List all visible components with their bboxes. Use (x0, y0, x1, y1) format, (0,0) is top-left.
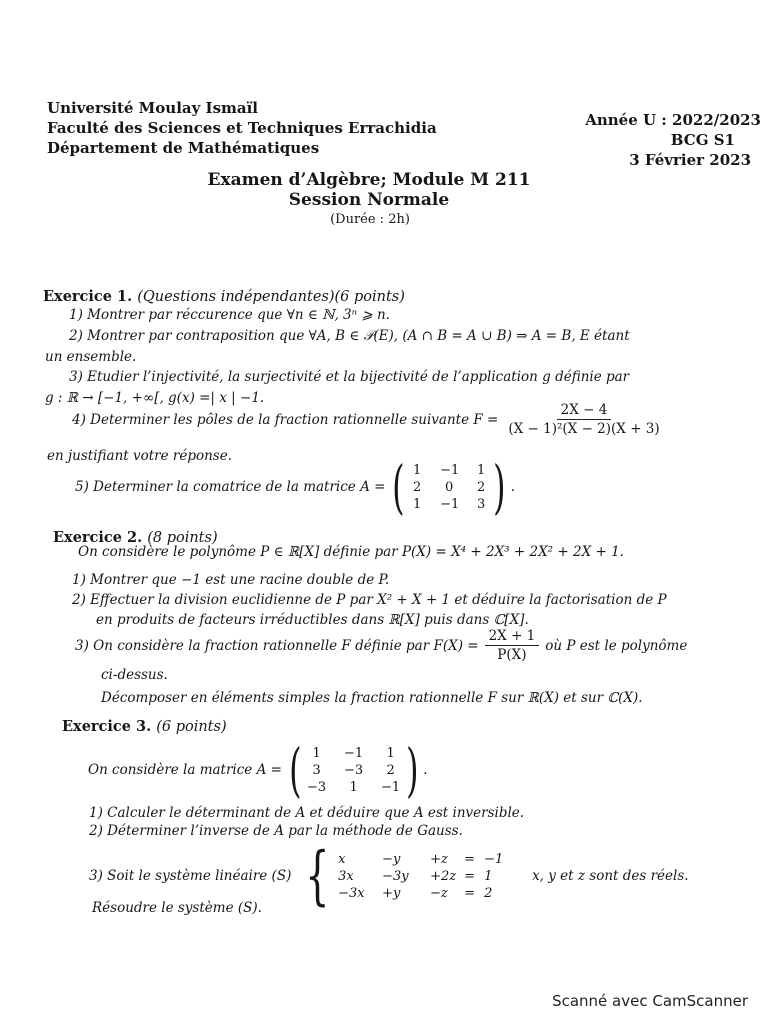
matrix-cell: −1 (440, 462, 460, 478)
exam-duration: (Durée : 2h) (330, 212, 410, 227)
ex1-rational-fraction (504, 402, 663, 437)
system-term: = (464, 851, 475, 867)
exam-title: Examen d’Algèbre; Module M 211 (207, 170, 531, 190)
system-term: = (464, 885, 475, 901)
system-term: −1 (484, 851, 504, 867)
ex3-question-4: Résoudre le système (S). (92, 900, 262, 916)
exam-date: 3 Février 2023 (629, 151, 751, 169)
ex1-question-4-cont: en justifiant votre réponse. (47, 448, 233, 464)
ex2-question-2-cont: en produits de facteurs irréductibles dans ℝ[X] puis dans ℂ[X]. (96, 612, 529, 628)
session-title: Session Normale (288, 190, 450, 210)
matrix-cell: 2 (476, 479, 486, 495)
ex2-question-3 (75, 628, 687, 663)
matrix-cell: 2 (386, 762, 395, 778)
university-name: Université Moulay Ismaïl (47, 99, 259, 117)
matrix-cell: 0 (444, 479, 454, 495)
ex2-fraction-numerator: 2X + 1 (485, 628, 540, 646)
matrix-cell: 1 (349, 779, 358, 795)
system-term: +y (382, 885, 401, 901)
class-level: BCG S1 (670, 131, 735, 149)
ex3-matrix (307, 746, 401, 795)
matrix-cell: 3 (312, 762, 321, 778)
academic-year: Année U : 2022/2023 (585, 111, 761, 129)
matrix-cell: −3 (307, 779, 327, 795)
ex2-intro: On considère le polynôme P ∈ ℝ[X] définie par P(X) = X⁴ + 2X³ + 2X² + 2X + 1. (78, 544, 624, 560)
scanner-watermark: Scanné avec CamScanner (552, 992, 748, 1010)
ex1-question-2-cont: un ensemble. (45, 349, 137, 365)
matrix-cell: 1 (386, 745, 395, 761)
ex1-question-5-end: . (510, 479, 516, 495)
ex2-question-3-cont: ci-dessus. (101, 667, 168, 683)
exercise-3-note: (6 points) (156, 719, 227, 735)
matrix-cell: −3 (344, 762, 364, 778)
ex1-question-2: 2) Montrer par contraposition que ∀A, B ∈ 𝒫(E), (A ∩ B = A ∪ B) ⇒ A = B, E étant (69, 328, 630, 344)
ex2-rational-fraction (485, 628, 540, 663)
matrix-left-paren: ( (289, 736, 302, 804)
system-term: 2 (484, 885, 493, 901)
ex1-question-1: 1) Montrer par réccurence que ∀n ∈ ℕ, 3ⁿ ⩾ n. (69, 307, 390, 323)
exercise-3-heading (62, 718, 227, 735)
matrix-right-paren: ) (405, 736, 419, 804)
ex2-question-2: 2) Effectuer la division euclidienne de P par X² + X + 1 et déduire la factorisation de P (72, 592, 667, 608)
department-name: Département de Mathématiques (47, 139, 320, 157)
ex3-intro-text: On considère la matrice A = (88, 762, 282, 778)
matrix-cell: 1 (412, 462, 422, 478)
system-equations (338, 852, 512, 901)
ex3-question-1: 1) Calculer le déterminant de A et déduire que A est inversible. (89, 805, 525, 821)
exercise-1-label: Exercice 1. (43, 288, 133, 305)
ex3-linear-system (89, 839, 689, 913)
ex2-question-1: 1) Montrer que −1 est une racine double de P. (72, 572, 390, 588)
matrix-cell: 1 (312, 745, 321, 761)
exercise-3-label: Exercice 3. (62, 718, 152, 735)
matrix-left-paren: ( (392, 453, 405, 521)
faculty-name: Faculté des Sciences et Techniques Errachidia (47, 119, 437, 137)
ex3-question-3-text: 3) Soit le système linéaire (S) (89, 868, 292, 884)
system-term: x (338, 851, 346, 867)
system-term: −3x (338, 885, 365, 901)
matrix-cell: −1 (344, 745, 364, 761)
system-term: = (464, 868, 475, 884)
system-term: +z (430, 851, 448, 867)
ex2-question-3-task: Décomposer en éléments simples la fraction rationnelle F sur ℝ(X) et sur ℂ(X). (101, 690, 643, 706)
exercise-1-note: (Questions indépendantes)(6 points) (137, 289, 405, 305)
ex1-question-4-text: 4) Determiner les pôles de la fraction rationnelle suivante F = (72, 411, 499, 428)
ex1-fraction-denominator: (X − 1)²(X − 2)(X + 3) (508, 421, 660, 437)
ex1-matrix (410, 463, 488, 512)
matrix-cell: 3 (476, 496, 486, 512)
ex1-question-4 (72, 402, 664, 437)
ex1-fraction-numerator: 2X − 4 (557, 402, 612, 420)
exercise-1-heading (43, 288, 405, 305)
system-term: −y (382, 851, 401, 867)
ex3-question-3-end: x, y et z sont des réels. (532, 868, 689, 884)
matrix-right-paren: ) (493, 453, 506, 521)
exam-info (585, 110, 761, 170)
exercise-2-label: Exercice 2. (53, 529, 143, 546)
matrix-cell: −1 (381, 779, 401, 795)
matrix-cell: 1 (412, 496, 422, 512)
matrix-cell: 2 (412, 479, 422, 495)
ex2-fraction-denominator: P(X) (497, 647, 527, 663)
exercise-2-note: (8 points) (147, 530, 218, 546)
ex3-matrix-statement (88, 736, 428, 804)
system-term: −3y (382, 868, 409, 884)
university-header (47, 98, 437, 158)
matrix-cell: 1 (476, 462, 486, 478)
ex2-question-3-end: où P est le polynôme (545, 637, 688, 654)
ex3-intro-end: . (423, 762, 428, 778)
system-term: −z (430, 885, 448, 901)
system-brace: { (305, 839, 330, 913)
ex3-question-2: 2) Déterminer l’inverse de A par la méthode de Gauss. (89, 823, 463, 839)
ex2-question-3-text: 3) On considère la fraction rationnelle F définie par F(X) = (75, 637, 479, 654)
system-term: +2z (430, 868, 457, 884)
system-term: 1 (484, 868, 493, 884)
ex1-question-3-cont: g : ℝ → [−1, +∞[, g(x) =| x | −1. (45, 390, 265, 406)
ex1-question-3: 3) Etudier l’injectivité, la surjectivité et la bijectivité de l’application g définie par (69, 369, 630, 385)
ex1-question-5-text: 5) Determiner la comatrice de la matrice A = (75, 479, 386, 495)
matrix-cell: −1 (440, 496, 460, 512)
system-term: 3x (338, 868, 354, 884)
